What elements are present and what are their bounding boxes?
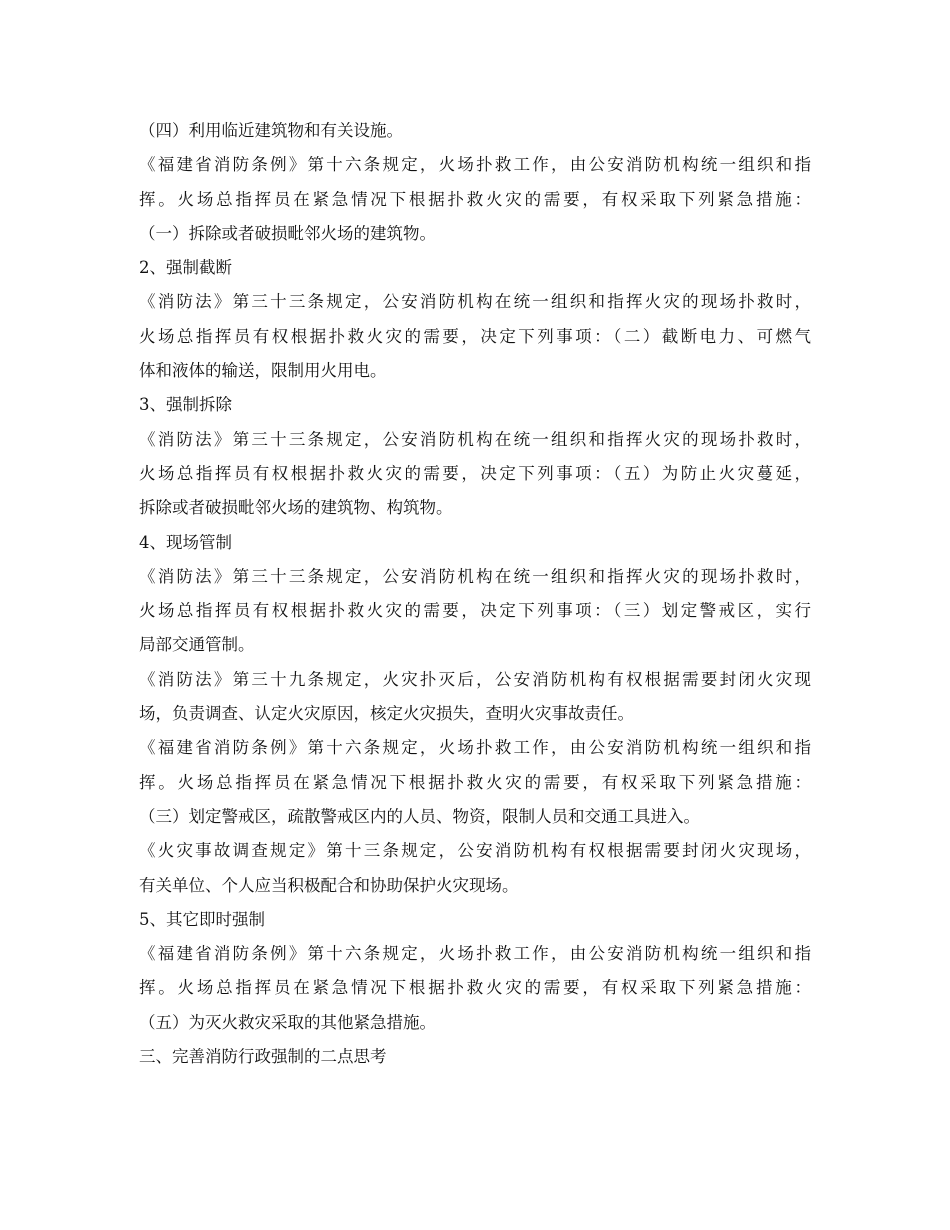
text-line: 《消防法》第三十三条规定，公安消防机构在统一组织和指挥火灾的现场扑救时， — [139, 566, 811, 586]
text-line: 挥。火场总指挥员在紧急情况下根据扑救火灾的需要，有权采取下列紧急措施： — [139, 978, 811, 998]
text-line: 《消防法》第三十九条规定，火灾扑灭后，公安消防机构有权根据需要封闭火灾现 — [139, 669, 811, 689]
text-line: 《火灾事故调查规定》第十三条规定，公安消防机构有权根据需要封闭火灾现场， — [139, 841, 811, 861]
text-line: 局部交通管制。 — [139, 635, 255, 655]
section-heading: 5、其它即时强制 — [139, 909, 265, 929]
text-line: 场，负责调查、认定火灾原因，核定火灾损失，查明火灾事故责任。 — [139, 704, 634, 724]
text-line: 《消防法》第三十三条规定，公安消防机构在统一组织和指挥火灾的现场扑救时， — [139, 429, 811, 449]
text-line: 挥。火场总指挥员在紧急情况下根据扑救火灾的需要，有权采取下列紧急措施： — [139, 189, 811, 209]
section-heading: 4、现场管制 — [139, 532, 232, 552]
text-line: （四）利用临近建筑物和有关设施。 — [139, 121, 403, 140]
section-heading: 三、完善消防行政强制的二点思考 — [139, 1047, 387, 1067]
text-line: 挥。火场总指挥员在紧急情况下根据扑救火灾的需要，有权采取下列紧急措施： — [139, 772, 811, 792]
document-body — [139, 114, 811, 1074]
text-line: （一）拆除或者破损毗邻火场的建筑物。 — [139, 223, 436, 243]
text-line: 有关单位、个人应当积极配合和协助保护火灾现场。 — [139, 875, 519, 895]
section-heading: 2、强制截断 — [139, 258, 232, 278]
text-line: 体和液体的输送，限制用火用电。 — [139, 361, 387, 381]
text-line: 《福建省消防条例》第十六条规定，火场扑救工作，由公安消防机构统一组织和指 — [139, 944, 811, 964]
text-line: 《福建省消防条例》第十六条规定，火场扑救工作，由公安消防机构统一组织和指 — [139, 155, 811, 175]
text-line: （五）为灭火救灾采取的其他紧急措施。 — [139, 1012, 436, 1032]
text-line: （三）划定警戒区，疏散警戒区内的人员、物资，限制人员和交通工具进入。 — [139, 806, 700, 826]
text-line: 《福建省消防条例》第十六条规定，火场扑救工作，由公安消防机构统一组织和指 — [139, 738, 811, 758]
text-line: 火场总指挥员有权根据扑救火灾的需要，决定下列事项：（五）为防止火灾蔓延， — [139, 463, 811, 483]
text-line: 拆除或者破损毗邻火场的建筑物、构筑物。 — [139, 498, 453, 518]
text-line: 《消防法》第三十三条规定，公安消防机构在统一组织和指挥火灾的现场扑救时， — [139, 292, 811, 312]
section-heading: 3、强制拆除 — [139, 395, 232, 415]
text-line: 火场总指挥员有权根据扑救火灾的需要，决定下列事项：（二）截断电力、可燃气 — [139, 326, 811, 346]
text-line: 火场总指挥员有权根据扑救火灾的需要，决定下列事项：（三）划定警戒区，实行 — [139, 601, 811, 621]
